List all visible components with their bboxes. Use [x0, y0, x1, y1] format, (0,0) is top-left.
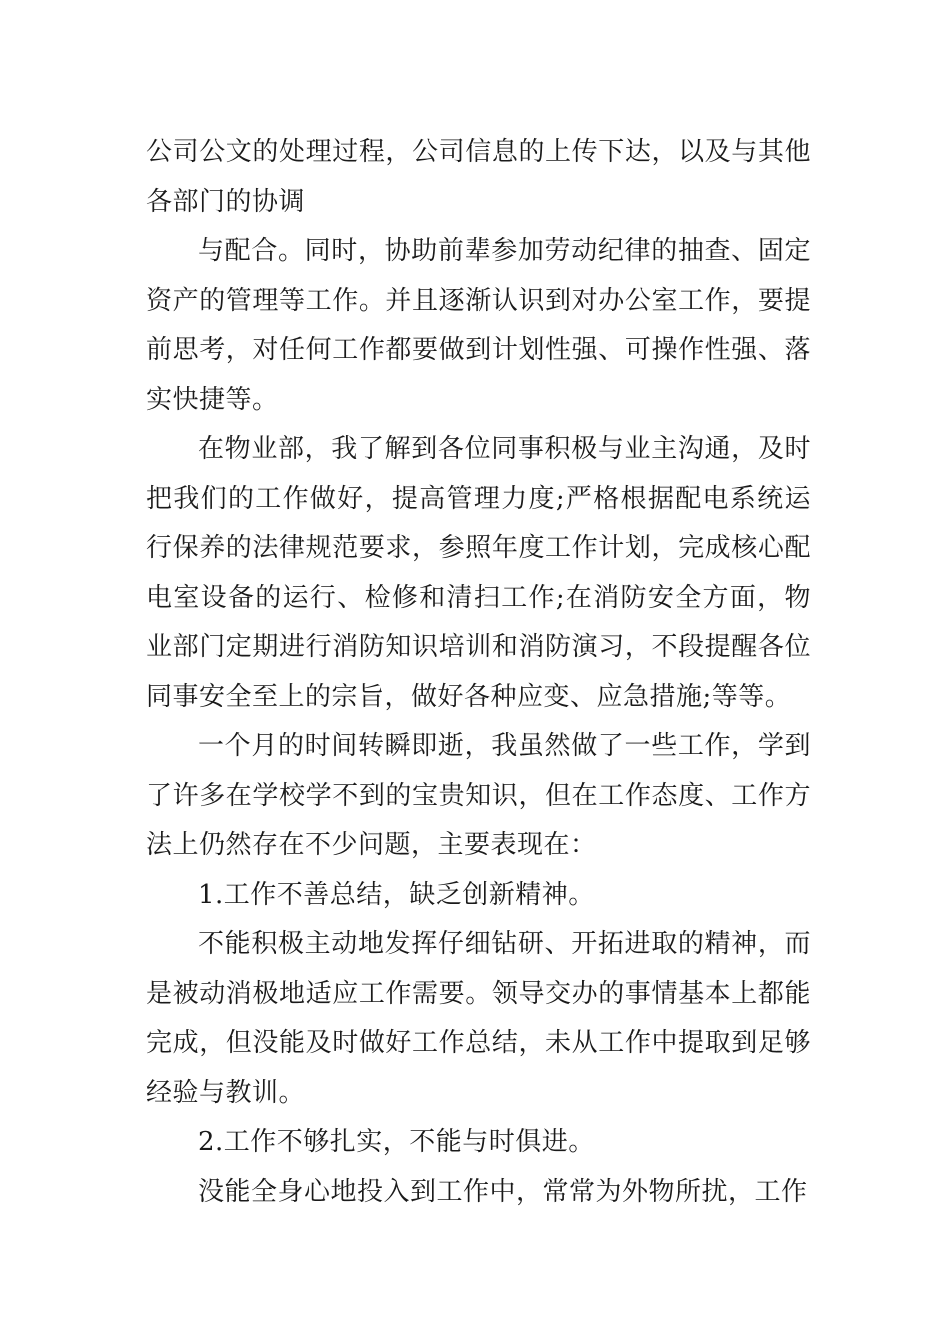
- list-item-heading-2: 2.工作不够扎实，不能与时俱进。: [198, 1127, 595, 1157]
- list-item-heading-1: 1.工作不善总结，缺乏创新精神。: [198, 879, 595, 910]
- paragraph-month-summary: 一个月的时间转瞬即逝，我虽然做了一些工作，学到了许多在学校学不到的宝贵知识，但在工作态度、工作方法上仍然存在不少问题，主要表现在：: [146, 731, 811, 860]
- paragraph-coordination: 公司公文的处理过程，公司信息的上传下达，以及与其他各部门的协调: [146, 137, 811, 217]
- document-page: [146, 128, 811, 1217]
- paragraph-property-department: 在物业部，我了解到各位同事积极与业主沟通，及时把我们的工作做好，提高管理力度;严格根据配电系统运行保养的法律规范要求，参照年度工作计划，完成核心配电室设备的运行、检修和清扫工作;在消防安全方面，物业部门定期进行消防知识培训和消防演习，不段提醒各位同事安全至上的宗旨，做好各种应变、应急措施;等等。: [146, 434, 811, 712]
- paragraph-issue-1-detail: 不能积极主动地发挥仔细钻研、开拓进取的精神，而是被动消极地适应工作需要。领导交办的事情基本上都能完成，但没能及时做好工作总结，未从工作中提取到足够经验与教训。: [146, 929, 811, 1108]
- paragraph-issue-2-detail: 没能全身心地投入到工作中，常常为外物所扰，工作: [198, 1176, 808, 1207]
- paragraph-office-work: 与配合。同时，协助前辈参加劳动纪律的抽查、固定资产的管理等工作。并且逐渐认识到对办公室工作，要提前思考，对任何工作都要做到计划性强、可操作性强、落实快捷等。: [146, 236, 811, 415]
